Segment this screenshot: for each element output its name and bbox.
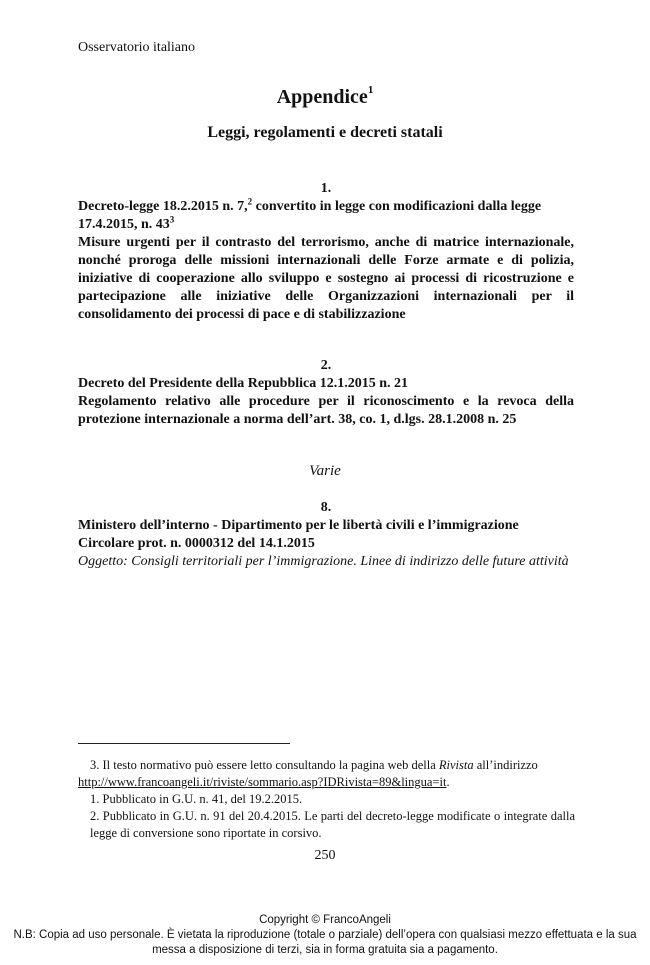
footnote-1: 1. Pubblicato in G.U. n. 41, del 19.2.2015. [90,792,303,806]
entry-number: 2. [320,358,332,373]
entry-description: Misure urgenti per il contrasto del terrorismo, anche di matrice internazionale, nonché proroga delle missioni internazionali delle Forze armate e di polizia, iniziative di cooperazione allo sviluppo e sostegno ai processi di ricostruzione e partecipazione alle iniziative delle Organizzazioni internazionali per il consolidamento dei processi di pace e di stabilizzazione [78,235,574,322]
running-head: Osservatorio italiano [78,40,196,55]
entry-heading-text-cont: convertito in legge con modificazioni dalla legge 17.4.2015, n. 43 [78,199,542,232]
copyright-disclaimer: N.B: Copia ad uso personale. È vietata la riproduzione (totale o parziale) dell’opera con qualsiasi mezzo effettuata e la sua messa a disposizione di terzi, sia in forma gratuita sia a pagamento. [13,929,637,956]
footnote-3-text-cont: all’indirizzo [473,758,538,772]
entry-heading: Decreto del Presidente della Repubblica 12.1.2015 n. 21 [78,376,409,391]
entry-number: 1. [320,181,332,196]
entry-description: Regolamento relativo alle procedure per il riconoscimento e la revoca della protezione internazionale a norma dell’art. 38, co. 1, d.lgs. 28.1.2008 n. 25 [78,394,574,427]
page-title [0,86,650,109]
footnote-divider [78,743,290,744]
footnotes [78,757,575,842]
copyright-line: Copyright © FrancoAngeli [259,914,391,926]
footnote-ref-1[interactable]: 1 [367,84,374,97]
copyright-notice [0,913,650,958]
entry-description: Oggetto: Consigli territoriali per l’immigrazione. Linee di indirizzo delle future attività [78,554,569,569]
entry-1 [78,180,574,324]
footnote-3-italic: Rivista [438,758,474,772]
entry-heading-line2: Circolare prot. n. 0000312 del 14.1.2015 [78,536,315,551]
footnote-3-period: . [446,775,450,789]
footnote-ref-2[interactable]: 2 [247,196,253,207]
entry-heading [78,198,574,234]
entry-8 [78,499,574,571]
footnote-ref-3[interactable]: 3 [169,214,175,225]
footnote-3-text: 3. Il testo normativo può essere letto consultando la pagina web della [90,758,439,772]
entry-heading: Ministero dell’interno - Dipartimento per le libertà civili e l’immigrazione [78,518,519,533]
entry-number: 8. [320,500,332,515]
page-number: 250 [314,848,336,863]
entry-heading-text: Decreto-legge 18.2.2015 n. 7, [78,199,248,214]
page-title-text: Appendice [276,86,368,108]
footnote-3-link-line [78,774,575,791]
footnote-2: 2. Pubblicato in G.U. n. 91 del 20.4.2015. Le parti del decreto-legge modificate o integrate dalla legge di conversione sono riportate in corsivo. [90,809,575,840]
footnote-3-link[interactable]: http://www.francoangeli.it/riviste/sommario.asp?IDRivista=89&lingua=it [78,775,447,789]
footnote-3 [78,757,575,774]
page-subtitle: Leggi, regolamenti e decreti statali [207,124,443,141]
section-varie: Varie [309,463,341,479]
entry-2 [78,357,574,429]
